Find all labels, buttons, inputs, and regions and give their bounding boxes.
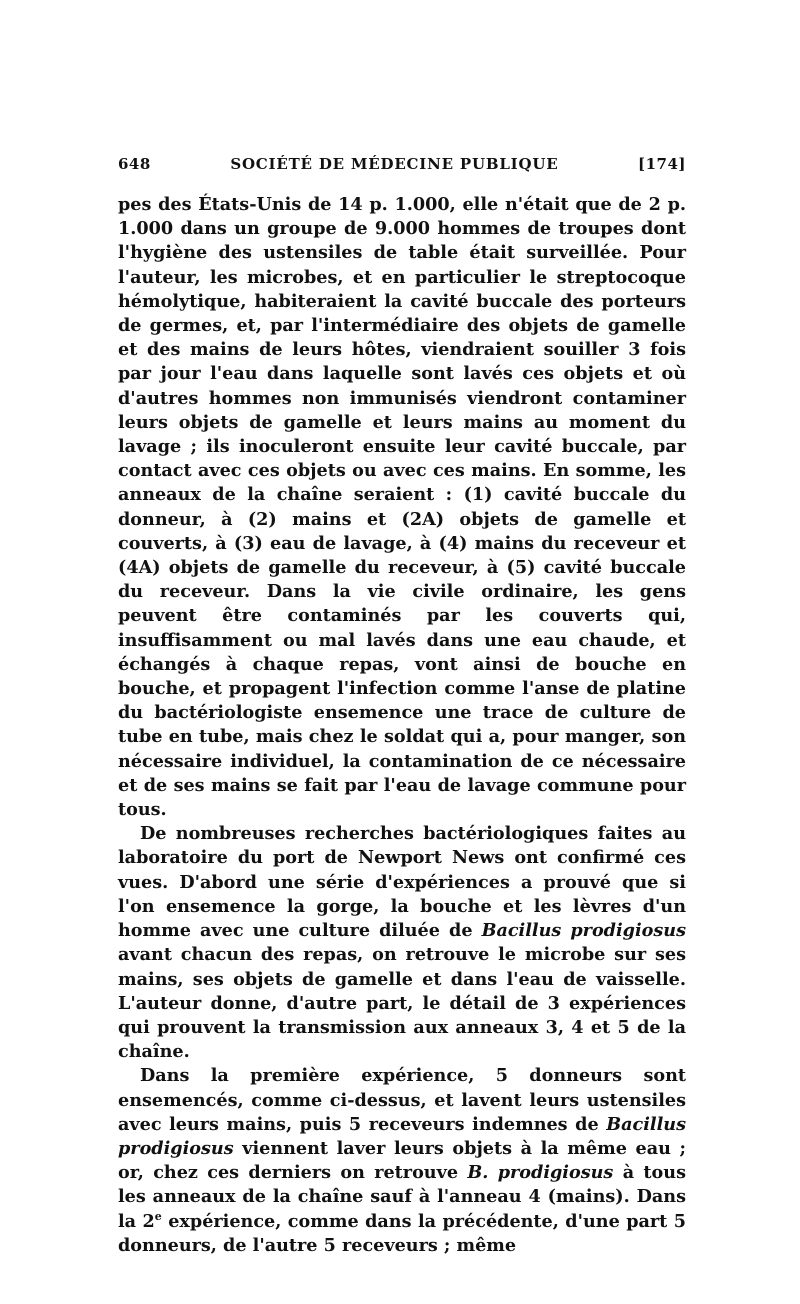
section-number: [174] [637,155,686,173]
text-segment: expérience, comme dans la précédente, d'une part 5 donneurs, de l'autre 5 receveurs ; même [118,1210,686,1256]
text-segment: avant chacun des repas, on retrouve le microbe sur ses mains, ses objets de gamelle et dans l'eau de vaisselle. L'auteur donne, d'autre part, le détail de 3 expériences qui prouvent la transmission aux anneaux 3, 4 et 5 de la chaîne. [118,944,686,1063]
paragraph-2 [118,822,686,1064]
paragraph-1 [118,193,686,822]
running-header [118,155,686,177]
running-title: SOCIÉTÉ DE MÉDECINE PUBLIQUE [230,155,559,173]
text-segment: De nombreuses recherches bactériologiques faites au laboratoire du port de Newport News ont confirmé ces vues. D'abord une série d'expériences a prouvé que si l'on ensemence la gorge, la bouche et les lèvres d'un homme avec une culture diluée de [118,823,686,942]
species-name: Bacillus prodigiosus [118,1113,686,1159]
paragraph-3 [118,1064,686,1258]
document-page [118,155,686,1258]
species-name-abbrev: B. prodigiosus [467,1162,614,1184]
body-text [118,193,686,1258]
text-segment: Dans la première expérience, 5 donneurs sont ensemencés, comme ci-dessus, et lavent leurs ustensiles avec leurs mains, puis 5 receveurs indemnes de [118,1065,686,1135]
ordinal-superscript: e [154,1209,162,1223]
text-segment: viennent laver leurs objets à la même eau ; or, chez ces derniers on retrouve [118,1137,686,1184]
page-number: 648 [118,155,151,173]
species-name: Bacillus prodigiosus [481,920,686,942]
text-segment: à tous les anneaux de la chaîne sauf à l'anneau 4 (mains). Dans la 2 [118,1162,686,1232]
text-segment: pes des États-Unis de 14 p. 1.000, elle n'était que de 2 p. 1.000 dans un groupe de 9.000 hommes de troupes dont l'hygiène des ustensiles de table était surveillée. Pour l'auteur, les microbes, et en particulier le streptocoque hémolytique, habiteraient la cavité buccale des porteurs de germes, et, par l'intermédiaire des objets de gamelle et des mains de leurs hôtes, viendraient souiller 3 fois par jour l'eau dans laquelle sont lavés ces objets et où d'autres hommes non immunisés viendront contaminer leurs objets de gamelle et leurs mains au moment du lavage ; ils inoculeront ensuite leur cavité buccale, par contact avec ces objets ou avec ces mains. En somme, les anneaux de la chaîne seraient : (1) cavité buccale du donneur, à (2) mains et (2A) objets de gamelle et couverts, à (3) eau de lavage, à (4) mains du receveur et (4A) objets de gamelle du receveur, à (5) cavité buccale du receveur. Dans la vie civile ordinaire, les gens peuvent être contaminés par les couverts qui, insuffisamment ou mal lavés dans une eau chaude, et échangés à chaque repas, vont ainsi de bouche en bouche, et propagent l'infection comme l'anse de platine du bactériologiste ensemence une trace de culture de tube en tube, mais chez le soldat qui a, pour manger, son nécessaire individuel, la contamination de ce nécessaire et de ses mains se fait par l'eau de lavage commune pour tous. [118,194,686,821]
